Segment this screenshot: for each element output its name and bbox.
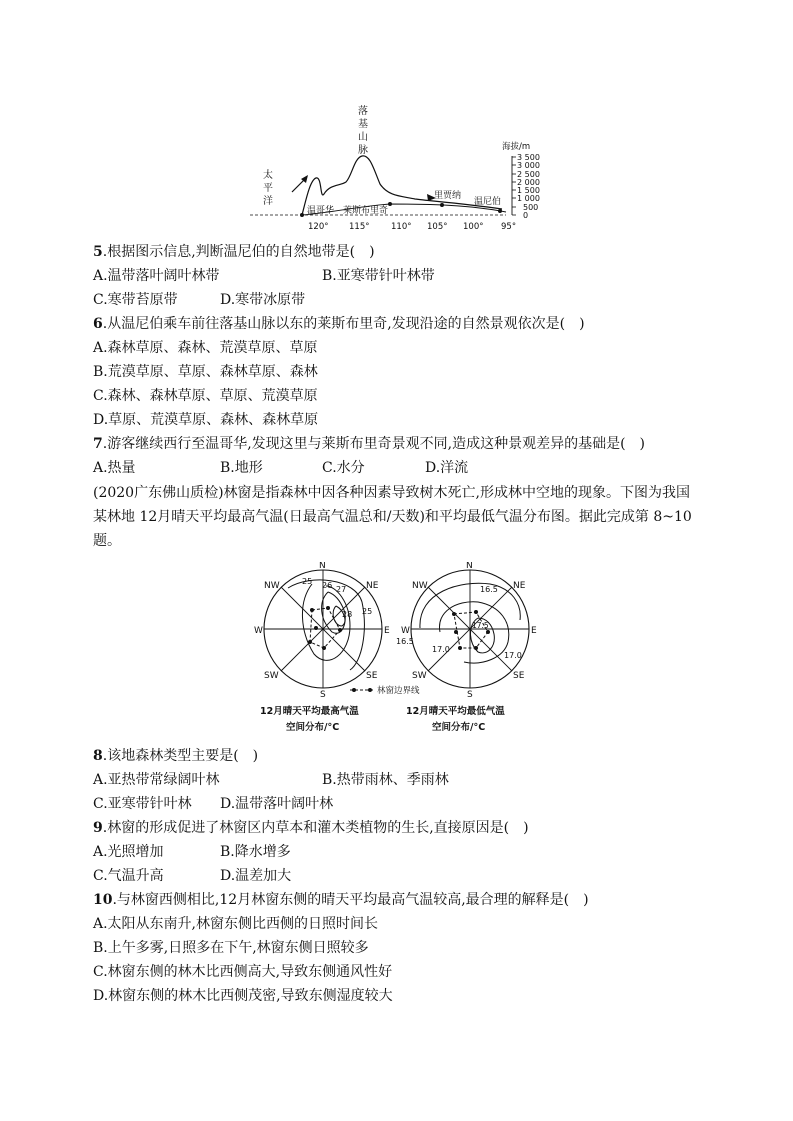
- alt-tick-0: 0: [523, 211, 529, 220]
- q9-option-d[interactable]: D.温差加大: [220, 868, 292, 884]
- question-number: 6: [93, 316, 103, 332]
- q9-option-b[interactable]: B.降水增多: [220, 844, 291, 860]
- q6-option-a[interactable]: A.森林草原、森林、荒漠草原、草原: [93, 340, 318, 356]
- legend-symbol: [350, 688, 374, 692]
- mountain-label-2: 基: [358, 119, 368, 130]
- question-text: .林窗的形成促进了林窗区内草本和灌木类植物的生长,直接原因是( ): [102, 820, 529, 836]
- q8-option-c[interactable]: C.亚寒带针叶林: [93, 796, 192, 812]
- question-10-stem: [93, 890, 589, 910]
- right-dir-n: N: [466, 562, 473, 571]
- pacific-label-1: 太: [263, 170, 273, 181]
- mountain-label-1: 落: [358, 106, 368, 117]
- q8-option-b[interactable]: B.热带雨林、季雨林: [322, 772, 449, 788]
- q9-option-a[interactable]: A.光照增加: [93, 844, 164, 860]
- city-dot-winnipeg: [498, 209, 502, 213]
- city-label-winnipeg: 温尼伯: [474, 197, 502, 207]
- q6-option-c[interactable]: C.森林、森林草原、草原、荒漠草原: [93, 388, 318, 404]
- right-isotherm-label-4: 16.5: [396, 637, 414, 646]
- city-dot-regina: [440, 203, 444, 207]
- left-dir-nw: NW: [264, 581, 280, 591]
- question-text: .该地森林类型主要是( ): [102, 748, 259, 764]
- q5-option-c[interactable]: C.寒带苔原带: [93, 292, 178, 308]
- min-temp-chart: [411, 570, 529, 688]
- alt-tick-3000: 3 000: [517, 161, 540, 170]
- q7-option-c[interactable]: C.水分: [322, 460, 365, 476]
- right-dir-ne: NE: [513, 581, 526, 591]
- q8-option-a[interactable]: A.亚热带常绿阔叶林: [93, 772, 220, 788]
- left-dir-se: SE: [366, 671, 378, 681]
- question-text: .根据图示信息,判断温尼伯的自然地带是( ): [102, 244, 375, 260]
- q8-option-d[interactable]: D.温带落叶阔叶林: [220, 796, 334, 812]
- forest-gap-temperature-figure: [250, 562, 544, 740]
- left-isotherm-label-2: 26: [322, 581, 333, 590]
- city-dot-lethbridge: [388, 202, 392, 206]
- altitude-axis-title: 海拔/m: [502, 142, 531, 152]
- question-6-stem: [93, 314, 585, 334]
- question-5-stem: [93, 242, 375, 262]
- left-dir-w: W: [254, 626, 263, 636]
- q10-option-c[interactable]: C.林窗东侧的林木比西侧高大,导致东侧通风性好: [93, 964, 393, 980]
- lon-tick-95: 95°: [501, 222, 517, 232]
- q5-option-d[interactable]: D.寒带冰原带: [220, 292, 306, 308]
- lon-tick-100: 100°: [463, 222, 484, 232]
- legend-label: 林窗边界线: [377, 686, 420, 696]
- left-isotherm-label-3: 27: [336, 585, 347, 594]
- pacific-label-2: 平: [263, 183, 273, 194]
- q10-option-b[interactable]: B.上午多雾,日照多在下午,林窗东侧日照较多: [93, 940, 369, 956]
- q7-option-d[interactable]: D.洋流: [425, 460, 469, 476]
- question-text: .游客继续西行至温哥华,发现这里与莱斯布里奇景观不同,造成这种景观差异的基础是( ): [102, 436, 646, 452]
- alt-tick-500: 500: [523, 203, 539, 212]
- right-dir-sw: SW: [412, 671, 427, 681]
- city-label-vancouver: 温哥华: [307, 206, 335, 216]
- right-dir-w: W: [401, 626, 410, 636]
- right-dir-e: E: [531, 626, 537, 636]
- q10-option-a[interactable]: A.太阳从东南升,林窗东侧比西侧的日照时间长: [93, 916, 379, 932]
- right-isotherm-label-2: 17.5: [472, 621, 489, 630]
- q10-option-d[interactable]: D.林窗东侧的林木比西侧茂密,导致东侧湿度较大: [93, 988, 393, 1004]
- altitude-ticks: [512, 157, 516, 215]
- caption-left-line2: 空间分布/°C: [286, 722, 340, 733]
- question-9-stem: [93, 818, 529, 838]
- caption-right-line2: 空间分布/°C: [432, 722, 486, 733]
- q7-option-a[interactable]: A.热量: [93, 460, 136, 476]
- left-dir-s: S: [320, 690, 326, 700]
- caption-right-line1: 12月晴天平均最低气温: [406, 706, 505, 717]
- q5-option-b[interactable]: B.亚寒带针叶林带: [322, 268, 435, 284]
- alt-tick-3500: 3 500: [517, 153, 540, 162]
- left-dir-sw: SW: [264, 671, 279, 681]
- q5-option-a[interactable]: A.温带落叶阔叶林带: [93, 268, 220, 284]
- question-8-stem: [93, 746, 258, 766]
- left-isotherm-label-4: 28: [342, 610, 353, 619]
- right-dir-nw: NW: [412, 581, 428, 591]
- right-dir-s: S: [467, 690, 473, 700]
- left-dir-e: E: [384, 626, 390, 636]
- lon-tick-115: 115°: [349, 222, 370, 232]
- question-number: 8: [93, 748, 103, 764]
- city-label-regina: 里贾纳: [434, 191, 462, 201]
- left-isotherm-label-1: 25: [302, 577, 313, 586]
- left-dir-n: N: [319, 562, 326, 571]
- question-number: 7: [93, 436, 103, 452]
- mountain-label-4: 脉: [358, 145, 368, 156]
- city-dot-vancouver: [300, 213, 304, 217]
- alt-tick-1500: 1 500: [517, 186, 540, 195]
- q6-option-b[interactable]: B.荒漠草原、草原、森林草原、森林: [93, 364, 318, 380]
- right-isotherm-label-3: 17.0: [504, 651, 522, 660]
- left-isotherm-label-5: 25: [362, 607, 373, 616]
- lon-tick-110: 110°: [391, 222, 412, 232]
- question-text: .从温尼伯乘车前往落基山脉以东的莱斯布里奇,发现沿途的自然景观依次是( ): [102, 316, 585, 332]
- passage-text: (2020广东佛山质检)林窗是指森林中因各种因素导致树木死亡,形成林中空地的现象。下图为我国某林地 12月晴天平均最高气温(日最高气温总和/天数)和平均最低气温分布图。据此完成第 8~10题。: [93, 485, 692, 549]
- right-isotherm-label-1: 16.5: [480, 585, 498, 594]
- terrain-profile-figure: [250, 100, 550, 232]
- lon-tick-105: 105°: [427, 222, 448, 232]
- mountain-label-3: 山: [358, 132, 368, 143]
- left-dir-ne: NE: [366, 581, 379, 591]
- city-label-lethbridge: 莱斯布里奇: [343, 206, 389, 216]
- question-text: .与林窗西侧相比,12月林窗东侧的晴天平均最高气温较高,最合理的解释是( ): [112, 892, 589, 908]
- alt-tick-2500: 2 500: [517, 170, 540, 179]
- q7-option-b[interactable]: B.地形: [220, 460, 263, 476]
- pacific-label-3: 洋: [263, 196, 273, 207]
- question-number: 9: [93, 820, 103, 836]
- caption-left-line1: 12月晴天平均最高气温: [260, 706, 359, 717]
- question-number: 10: [93, 892, 113, 908]
- lon-tick-120: 120°: [308, 222, 329, 232]
- question-number: 5: [93, 244, 103, 260]
- question-7-stem: [93, 434, 645, 454]
- alt-tick-1000: 1 000: [517, 194, 540, 203]
- alt-tick-2000: 2 000: [517, 178, 540, 187]
- right-isotherm-label-5: 17.0: [432, 645, 450, 654]
- right-dir-se: SE: [513, 671, 525, 681]
- q9-option-c[interactable]: C.气温升高: [93, 868, 164, 884]
- q6-option-d[interactable]: D.草原、荒漠草原、森林、森林草原: [93, 412, 319, 428]
